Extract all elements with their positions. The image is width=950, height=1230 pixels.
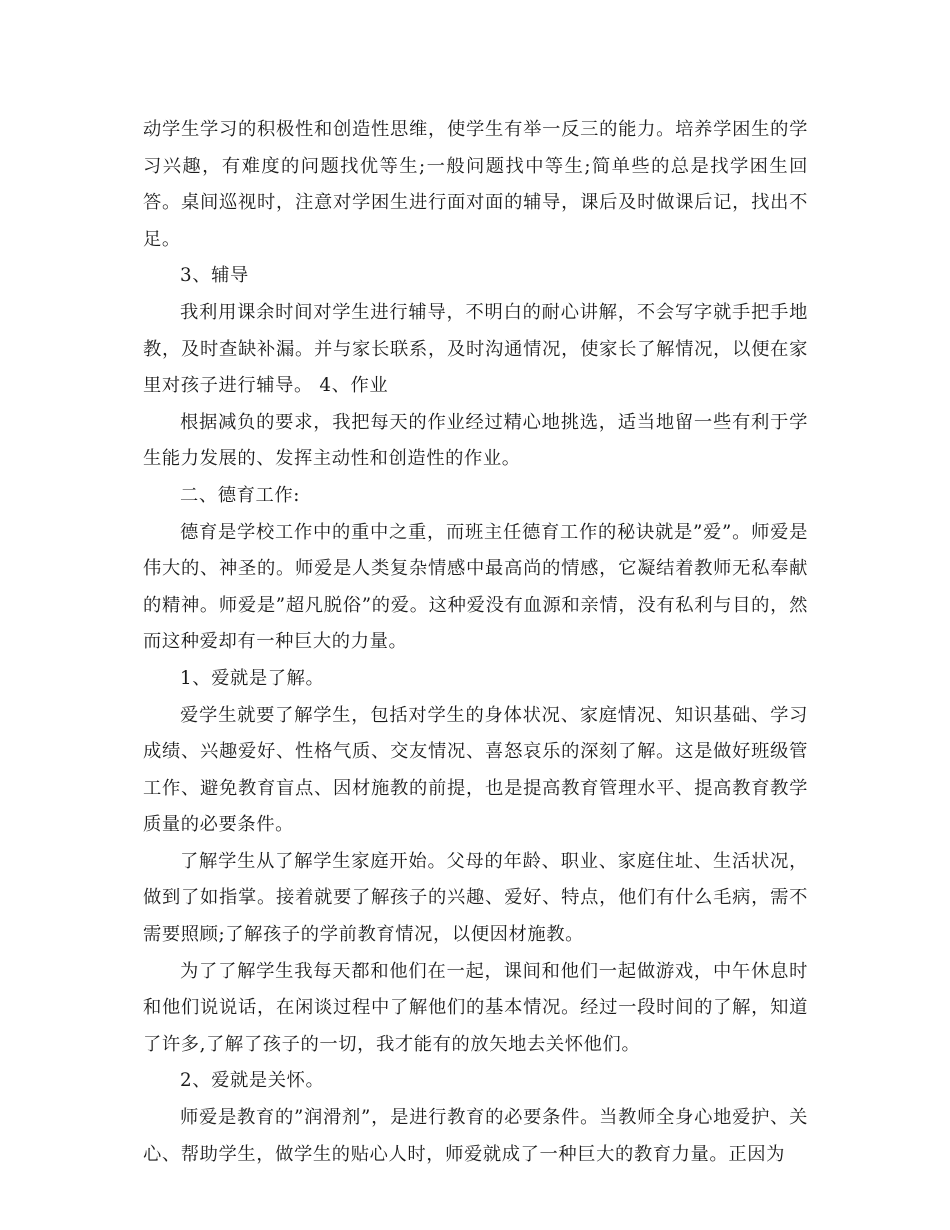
document-body xyxy=(143,112,808,1173)
heading-moral-education: 二、德育工作: xyxy=(180,484,301,506)
paragraph-1: 动学生学习的积极性和创造性思维，使学生有举一反三的能力。培养学困生的学习兴趣，有难度的问题找优等生;一般问题找中等生;简单些的总是找学困生回答。桌间巡视时，注意对学困生进行面对面的辅导，课后及时做课后记，找出不足。 xyxy=(143,119,808,250)
heading-love-is-understanding: 1、爱就是了解。 xyxy=(180,667,325,689)
paragraph-family-background: 了解学生从了解学生家庭开始。父母的年龄、职业、家庭住址、生活状况，做到了如指掌。接着就要了解孩子的兴趣、爱好、特点，他们有什么毛病，需不需要照顾;了解孩子的学前教育情况，以便因材施教。 xyxy=(143,850,808,946)
heading-love-is-care: 2、爱就是关怀。 xyxy=(180,1070,325,1092)
paragraph-moral-education: 德育是学校工作中的重中之重，而班主任德育工作的秘诀就是”爱”。师爱是伟大的、神圣的。师爱是人类复杂情感中最高尚的情感，它凝结着教师无私奉献的精神。师爱是”超凡脱俗”的爱。这种爱没有血源和亲情，没有私利与目的，然而这种爱却有一种巨大的力量。 xyxy=(143,521,808,653)
paragraph-tutoring: 我利用课余时间对学生进行辅导，不明白的耐心讲解，不会写字就手把手地教，及时查缺补漏。并与家长联系，及时沟通情况，使家长了解情况，以便在家里对孩子进行辅导。 4、作业 xyxy=(143,301,808,397)
paragraph-homework: 根据减负的要求，我把每天的作业经过精心地挑选，适当地留一些有利于学生能力发展的、发挥主动性和创造性的作业。 xyxy=(143,411,808,470)
paragraph-understanding-students: 爱学生就要了解学生，包括对学生的身体状况、家庭情况、知识基础、学习成绩、兴趣爱好、性格气质、交友情况、喜怒哀乐的深刻了解。这是做好班级管工作、避免教育盲点、因材施教的前提，也是提高教育管理水平、提高教育教学质量的必要条件。 xyxy=(143,704,808,836)
paragraph-teacher-love: 师爱是教育的”润滑剂”，是进行教育的必要条件。当教师全身心地爱护、关心、帮助学生，做学生的贴心人时，师爱就成了一种巨大的教育力量。正因为 xyxy=(143,1107,808,1165)
heading-tutoring: 3、辅导 xyxy=(180,265,249,287)
paragraph-daily-contact: 为了了解学生我每天都和他们在一起，课间和他们一起做游戏，中午休息时和他们说说话，在闲谈过程中了解他们的基本情况。经过一段时间的了解，知道了许多,了解了孩子的一切，我才能有的放矢地去关怀他们。 xyxy=(143,960,808,1055)
